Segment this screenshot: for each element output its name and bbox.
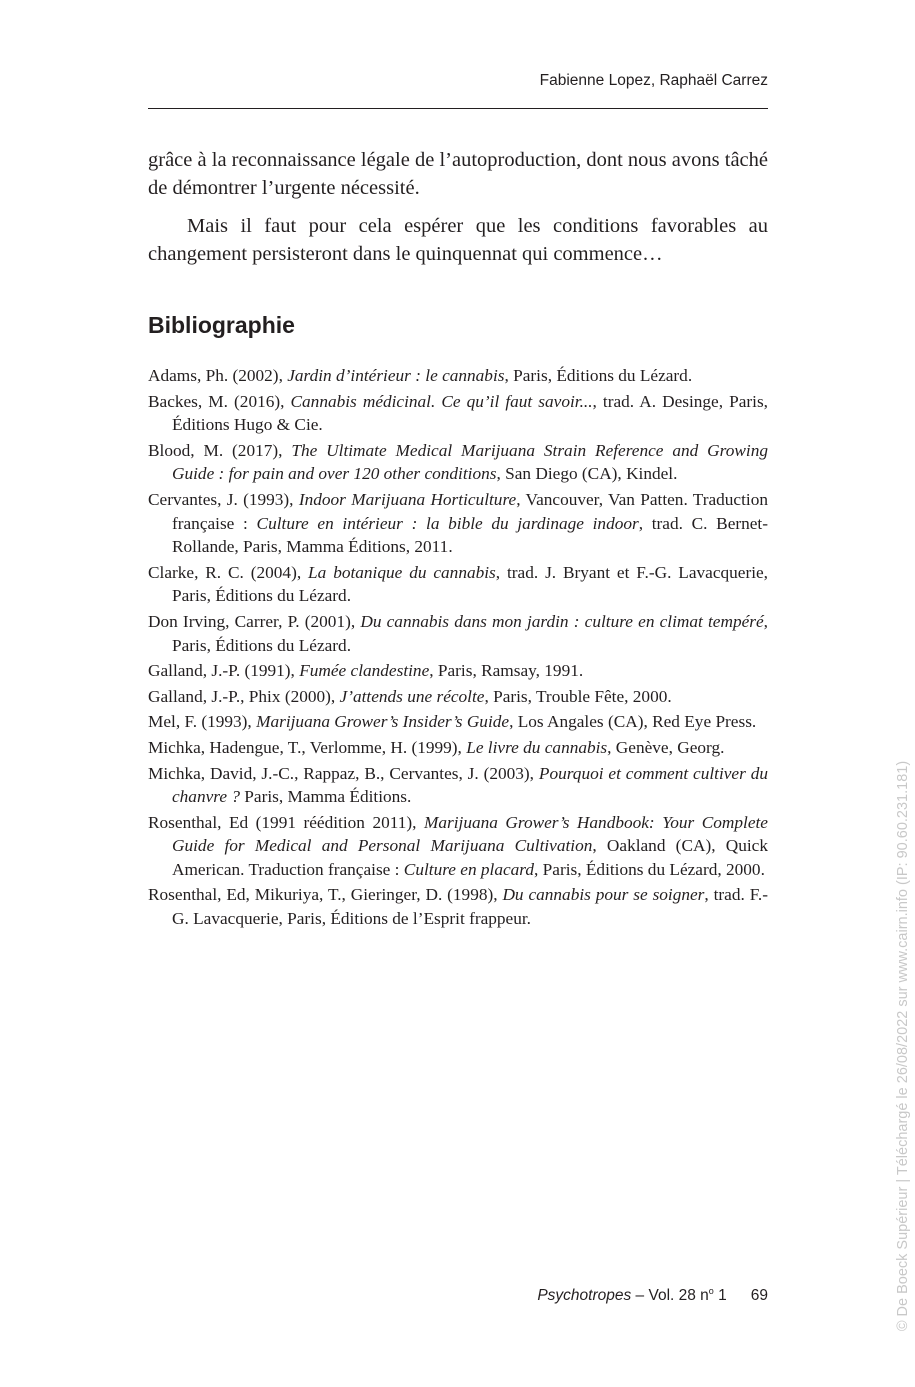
entry-details: , Paris, Ramsay, 1991. bbox=[429, 661, 584, 681]
entry-authors: Don Irving, Carrer, P. (2001), bbox=[148, 611, 361, 631]
entry-title: Marijuana Grower’s Handbook: Your Complete Guide for Medical and Personal Marijuana Cultivation bbox=[172, 812, 768, 856]
entry-details: , Los Angales (CA), Red Eye Press. bbox=[509, 712, 757, 732]
entry-authors: Rosenthal, Ed, Mikuriya, T., Gieringer, D. (1998), bbox=[148, 885, 503, 905]
page-footer bbox=[537, 1286, 768, 1305]
bibliography-entry bbox=[148, 439, 768, 486]
entry-authors: Michka, Hadengue, T., Verlomme, H. (1999), bbox=[148, 737, 467, 757]
entry-authors: Blood, M. (2017), bbox=[148, 440, 292, 460]
entry-details: , San Diego (CA), Kindel. bbox=[496, 464, 678, 484]
entry-details: , Genève, Georg. bbox=[607, 737, 725, 757]
journal-name: Psychotropes bbox=[537, 1287, 632, 1305]
bibliography-entry bbox=[148, 610, 768, 657]
entry-title: Cannabis médicinal. Ce qu’il faut savoir... bbox=[290, 391, 593, 411]
page-number: 69 bbox=[750, 1287, 768, 1305]
bibliography-entry bbox=[148, 710, 768, 734]
entry-authors: Adams, Ph. (2002), bbox=[148, 366, 288, 385]
bibliography-entry bbox=[148, 685, 768, 709]
bibliography-entry bbox=[148, 811, 768, 882]
entry-authors: Michka, David, J.-C., Rappaz, B., Cervantes, J. (2003), bbox=[148, 763, 539, 783]
bibliography-entry bbox=[148, 364, 768, 388]
entry-details-translation: , trad. C. Bernet-Rollande, Paris, Mamma Éditions, 2011. bbox=[172, 513, 768, 557]
entry-details: , trad. A. Desinge, Paris, Éditions Hugo & Cie. bbox=[172, 391, 769, 435]
download-watermark: © De Boeck Supérieur | Téléchargé le 26/08/2022 sur www.cairn.info (IP: 90.60.231.181) bbox=[895, 760, 911, 1332]
bibliography-entry bbox=[148, 736, 768, 760]
entry-details: , trad. F.-G. Lavacquerie, Paris, Éditions de l’Esprit frappeur. bbox=[172, 885, 769, 929]
issue-prefix: – Vol. 28 n bbox=[631, 1287, 709, 1305]
bibliography-entry bbox=[148, 762, 768, 809]
bibliography-entry bbox=[148, 883, 768, 930]
bibliography-entry bbox=[148, 561, 768, 608]
entry-title: J’attends une récolte bbox=[339, 686, 485, 706]
entry-title: Pourquoi et comment cultiver du chanvre ? bbox=[172, 763, 768, 807]
entry-title-translation: Culture en placard bbox=[403, 859, 535, 879]
entry-title: Indoor Marijuana Horticulture bbox=[298, 489, 517, 509]
entry-authors: Cervantes, J. (1993), bbox=[148, 489, 299, 509]
entry-title: Du cannabis dans mon jardin : culture en climat tempéré bbox=[360, 611, 764, 631]
entry-title: Jardin d’intérieur : le cannabis bbox=[287, 366, 505, 385]
entry-title: La botanique du cannabis bbox=[308, 562, 496, 582]
header-rule bbox=[148, 108, 768, 109]
entry-details: , Paris, Éditions du Lézard. bbox=[172, 611, 768, 655]
entry-title: Du cannabis pour se soigner bbox=[502, 885, 705, 905]
entry-details: , Paris, Trouble Fête, 2000. bbox=[484, 686, 672, 706]
entry-details: , Paris, Éditions du Lézard. bbox=[504, 366, 693, 385]
issue-superscript: o bbox=[708, 1286, 714, 1296]
entry-title: Marijuana Grower’s Insider’s Guide bbox=[256, 712, 510, 732]
entry-details: , Vancouver, Van Patten. Traduction française : bbox=[172, 489, 768, 533]
bibliography-heading: Bibliographie bbox=[148, 312, 295, 338]
bibliography-list bbox=[148, 364, 768, 933]
bibliography-entry bbox=[148, 659, 768, 683]
bibliography-entry bbox=[148, 488, 768, 559]
entry-authors: Galland, J.-P. (1991), bbox=[148, 661, 300, 681]
paragraph-2: Mais il faut pour cela espérer que les conditions favorables au changement persisteront dans le quinquennat qui commence… bbox=[148, 215, 768, 265]
entry-details: Paris, Mamma Éditions. bbox=[239, 787, 412, 807]
entry-title-translation: Culture en intérieur : la bible du jardinage indoor bbox=[256, 513, 639, 533]
bibliography-entry bbox=[148, 390, 768, 437]
entry-authors: Galland, J.-P., Phix (2000), bbox=[148, 686, 340, 706]
entry-authors: Mel, F. (1993), bbox=[148, 712, 257, 732]
entry-title: Fumée clandestine bbox=[299, 661, 430, 681]
entry-details: , trad. J. Bryant et F.-G. Lavacquerie, Paris, Éditions du Lézard. bbox=[172, 562, 768, 606]
entry-details: , Oakland (CA), Quick American. Traduction française : bbox=[172, 836, 768, 879]
entry-title: Le livre du cannabis bbox=[466, 737, 608, 757]
entry-details-translation: , Paris, Éditions du Lézard, 2000. bbox=[534, 859, 765, 879]
running-head: Fabienne Lopez, Raphaël Carrez bbox=[539, 72, 768, 89]
entry-authors: Backes, M. (2016), bbox=[148, 391, 291, 411]
paragraph-1: grâce à la reconnaissance légale de l’autoproduction, dont nous avons tâché de démontrer l’urgente nécessité. bbox=[148, 149, 768, 199]
entry-title: The Ultimate Medical Marijuana Strain Reference and Growing Guide : for pain and over 120 other conditions bbox=[172, 440, 768, 484]
body-text bbox=[148, 146, 768, 278]
entry-authors: Clarke, R. C. (2004), bbox=[148, 562, 309, 582]
issue-number: 1 bbox=[713, 1287, 727, 1305]
entry-authors: Rosenthal, Ed (1991 réédition 2011), bbox=[148, 812, 424, 832]
